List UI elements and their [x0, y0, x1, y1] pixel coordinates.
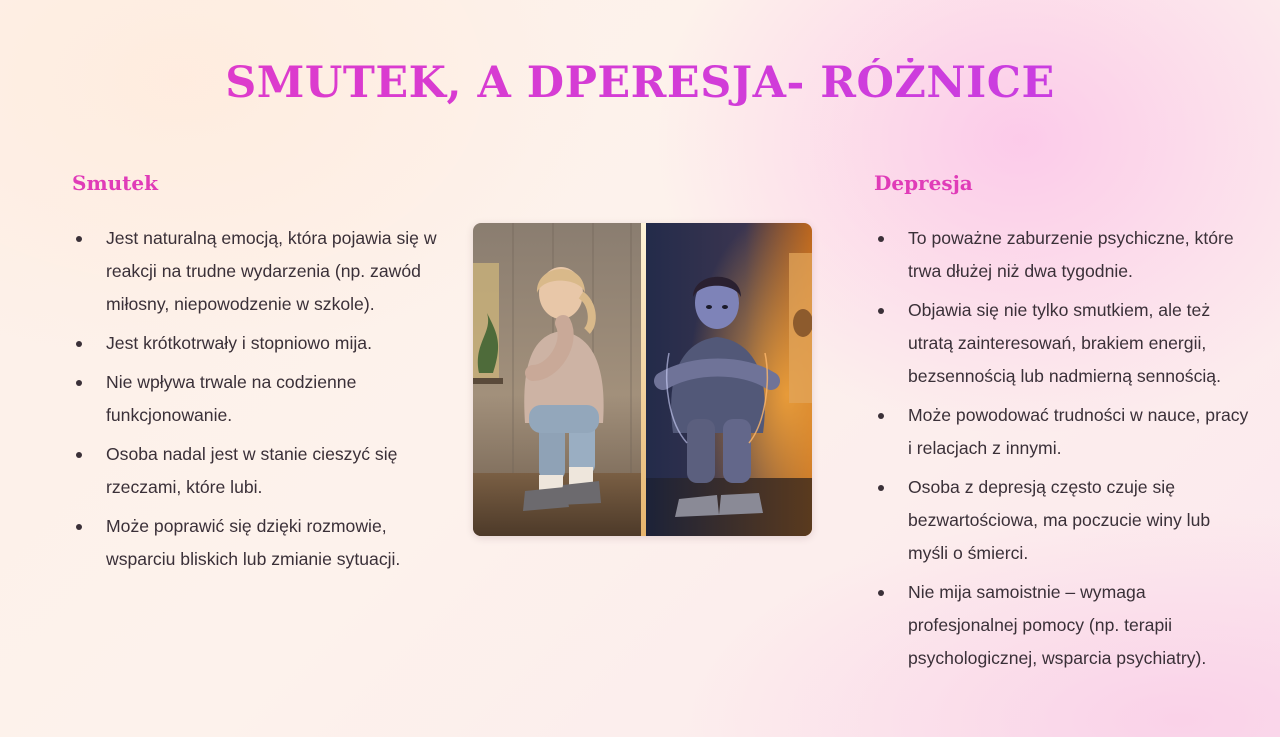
smutek-heading: Smutek	[72, 171, 158, 195]
list-item-text: Może poprawić się dzięki rozmowie, wsparciu bliskich lub zmianie sytuacji.	[106, 516, 401, 569]
list-item-text: Osoba nadal jest w stanie cieszyć się rzeczami, które lubi.	[106, 444, 398, 497]
list-item-text: Osoba z depresją często czuje się bezwartościowa, ma poczucie winy lub myśli o śmierci.	[908, 477, 1211, 563]
bullet-icon	[878, 236, 884, 242]
list-item	[874, 399, 1254, 465]
sadness-vs-depression-illustration	[473, 223, 812, 536]
bullet-icon	[878, 308, 884, 314]
list-item	[72, 438, 444, 504]
bullet-icon	[76, 236, 82, 242]
smutek-list	[72, 222, 444, 582]
list-item	[72, 510, 444, 576]
bullet-icon	[76, 452, 82, 458]
list-item	[874, 576, 1254, 675]
bullet-icon	[878, 590, 884, 596]
bullet-icon	[878, 413, 884, 419]
bullet-icon	[76, 524, 82, 530]
depresja-heading: Depresja	[874, 171, 973, 195]
list-item-text: Nie mija samoistnie – wymaga profesjonalnej pomocy (np. terapii psychologicznej, wsparcia psychiatry).	[908, 582, 1207, 668]
list-item	[874, 222, 1254, 288]
list-item	[874, 294, 1254, 393]
list-item-text: Objawia się nie tylko smutkiem, ale też utratą zainteresowań, brakiem energii, bezsennością lub nadmierną sennością.	[908, 300, 1221, 386]
list-item-text: Nie wpływa trwale na codzienne funkcjonowanie.	[106, 372, 357, 425]
list-item	[72, 327, 444, 360]
list-item	[72, 366, 444, 432]
page-title: SMUTEK, A DPERESJA- RÓŻNICE	[0, 58, 1280, 108]
list-item-text: Jest naturalną emocją, która pojawia się w reakcji na trudne wydarzenia (np. zawód miłosny, niepowodzenie w szkole).	[106, 228, 437, 314]
depresja-list	[874, 222, 1254, 681]
list-item-text: Może powodować trudności w nauce, pracy i relacjach z innymi.	[908, 405, 1249, 458]
list-item	[874, 471, 1254, 570]
bullet-icon	[878, 485, 884, 491]
bullet-icon	[76, 380, 82, 386]
list-item-text: Jest krótkotrwały i stopniowo mija.	[106, 333, 372, 353]
bullet-icon	[76, 341, 82, 347]
list-item-text: To poważne zaburzenie psychiczne, które trwa dłużej niż dwa tygodnie.	[908, 228, 1234, 281]
list-item	[72, 222, 444, 321]
